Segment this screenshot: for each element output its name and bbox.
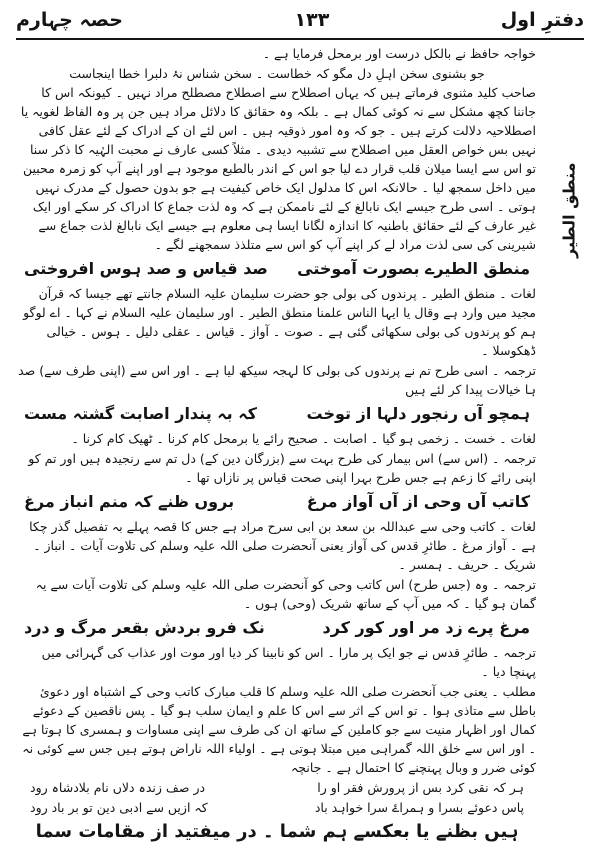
vocabulary-paragraph: لغات ۔ خست ۔ زخمی ہو گیا ۔ اصابت ۔ صحیح رائے یا برمحل کام کرنا ۔ ٹھیک کام کرنا ۔ xyxy=(71,431,536,446)
couplet xyxy=(24,489,530,515)
book-section-title: دفترِ اول xyxy=(500,9,584,31)
translation-paragraph: ترجمہ ۔ (اس سے) اس بیمار کی طرح بہت سے (بزرگان دین کے) دل تم سے رنجیدہ ہیں اور تم کو اپنی رائے کا زعم ہے جس طرح بہرا اپنی صحت قیاس پر نازاں تھا ۔ xyxy=(28,451,536,485)
vocabulary-paragraph: لغات ۔ کاتب وحی سے عبداللہ بن سعد بن ابی سرح مراد ہے جس کا قصہ پہلے بہ تفصیل گذر چکا ہے ۔ آواز مرغ ۔ طائرِ قدس کی آواز یعنی آنحضرت صلی اللہ علیہ وسلم کی تلاوت آیات ۔ انباز ۔ شریک ۔ حریف ۔ ہمسر ۔ xyxy=(29,519,536,572)
couplet xyxy=(24,256,530,282)
hemistich-right: کاتب آں وحی از آں آواز مرغ xyxy=(306,492,530,511)
hemistich-left: در صف زندہ دلاں نام بلادشاہ رود xyxy=(30,780,206,795)
header-divider xyxy=(16,38,584,40)
hemistich-right: مرغ پرے زد مر اور کور کرد xyxy=(322,618,530,637)
page-body xyxy=(18,44,536,843)
hemistich-left: کہ بہ پندار اصابت گشتہ مست xyxy=(24,404,257,423)
persian-verse: جو بشنوی سخن اہلِ دل مگو کہ خطاست ۔ سخن شناس نۂ دلبرا خطا اینجاست xyxy=(69,66,485,81)
part-title: حصہ چہارم xyxy=(16,9,123,31)
hemistich-right: منطق الطیرے بصورت آموختی xyxy=(297,259,530,278)
couplet xyxy=(24,401,530,427)
intro-line: خواجہ حافظ نے بالکل درست اور برمحل فرمایا ہے ۔ xyxy=(262,46,536,61)
page-header xyxy=(16,4,584,36)
commentary-paragraph: صاحب کلید مثنوی فرماتے ہیں کہ یہاں اصطلاح سے اصطلاح مصطلح مراد نہیں ۔ کیونکہ اس کا جاننا کچھ مشکل سے نہ کوئی کمال ہے ۔ بلکہ وہ حقائق کا دلائل مراد ہیں جن پر وہ الفاظ لغویہ یا اصطلاحیہ دلالت کرتے ہیں ۔ جو کہ وہ امور ذوقیہ ہیں ۔ اس لئے ان کے ادراک کے لئے عقل کافی نہیں بس خواص العقل میں اصطلاح سے تشبیہ دیدی ۔ مثلاً کسی عارف نے محبت الہٰیہ کا ذکر سنا تو اس سے ایسا میلان قلب قرار دے لیا جو اس کے اندر بالطبع موجود ہے اور اپنے آپ کو زمرہ محبین میں داخل سمجھ لیا ۔ حالانکہ اس کا مدلول ایک خاص کیفیت ہے جو بدون حصول کے مدرک نہیں ہوتی ۔ اسی طرح جیسے ایک نابالغ کے لئے ناممکن ہے کہ وہ لذت جماع کا ادراک کر سکے اور ایک غیر عارف کے لئے حقائق باطنیہ کا اندازہ لگانا ایسا ہی معلوم ہے جیسے ایک نابالغ لذت جماع سے شیرینی کی سی لذت مراد لے کر اپنے آپ کو اس سے متلذذ سمجھنے لگے ۔ xyxy=(20,85,536,252)
hemistich-left: بروں ظنے کہ منم انباز مرغ xyxy=(24,492,235,511)
translation-paragraph: ترجمہ ۔ اسی طرح تم نے پرندوں کی بولی کا لہجہ سیکھ لیا ہے ۔ اور اس سے (اپنی طرف سے) صد ہا خیالات پیدا کر لئے ہیں xyxy=(18,363,536,397)
persian-couplet xyxy=(30,778,524,797)
hemistich-left: نک فرو بردش بقعر مرگ و درد xyxy=(24,618,265,637)
hemistich-left: صد قیاس و صد ہوس افروختی xyxy=(24,259,268,278)
vocabulary-paragraph: لغات ۔ منطق الطیر ۔ پرندوں کی بولی جو حضرت سلیمان علیہ السلام جانتے تھے جیسا کہ قرآن مجید میں وارد ہے وقال یا ایہا الناس علمنا منطق الطیر ۔ اور سلیمان علیہ السلام نے کہا ۔ اے لوگو ہم کو پرندوں کی بولی سکھائی گئی ہے ۔ صوت ۔ آواز ۔ قیاس ۔ عقلی دلیل ۔ ہوس ۔ خیالی ڈھکوسلا ۔ xyxy=(23,286,536,358)
couplet xyxy=(24,615,530,641)
explanation-paragraph: مطلب ۔ یعنی جب آنحضرت صلی اللہ علیہ وسلم کا قلب مبارک کاتب وحی کے اشتباہ اور دعوئ باطل سے متاذی ہوا ۔ تو اس کے اثر سے اس کا علم و ایمان سلب ہو گیا ۔ پس ناقصین کے دعوئے کمال اور اظہار منیت سے جو کاملین کے ساتھ ان کی طرف سے اپنی مساوات و ہمسری کا ہوتا ہے ۔ اور اس سے خلق اللہ گمراہی میں مبتلا ہوتی ہے ۔ اولیاء اللہ ناراض ہوتے ہیں جس سے کوئی نہ کوئی ضرر و وبال پہنچنے کا احتمال ہے ۔ جانچہ xyxy=(22,684,536,775)
hemistich-right: پاس دعوئے بسرا و ہمراۓ سرا خواہد باد xyxy=(314,800,524,815)
hemistich-left: کہ ازیں سے ادبی دین تو بر باد رود xyxy=(30,800,208,815)
translation-paragraph: ترجمہ ۔ وہ (جس طرح) اس کاتب وحی کو آنحضرت صلی اللہ علیہ وسلم کی تلاوت آیات سے یہ گمان ہو گیا ۔ کہ میں آپ کے ساتھ شریک (وحی) ہوں ۔ xyxy=(35,577,536,611)
hemistich-right: ہمچو آں رنجور دلہا از توخت xyxy=(306,404,530,423)
closing-verse: ہیں بظنے یا بعکسے ہم شما ۔ در میفتید از مقامات سما xyxy=(35,821,519,842)
page-number: ۱۳۳ xyxy=(294,9,330,31)
persian-couplet xyxy=(30,798,524,817)
translation-paragraph: ترجمہ ۔ طائرِ قدس نے جو ایک پر مارا ۔ اس کو نابینا کر دیا اور موت اور عذاب کی گہرائی میں پہنچا دیا ۔ xyxy=(41,645,536,679)
margin-heading: منطق الطیر xyxy=(559,162,579,258)
hemistich-right: ہر کہ نقی کرد بس از پرورش فقر او را xyxy=(317,780,524,795)
